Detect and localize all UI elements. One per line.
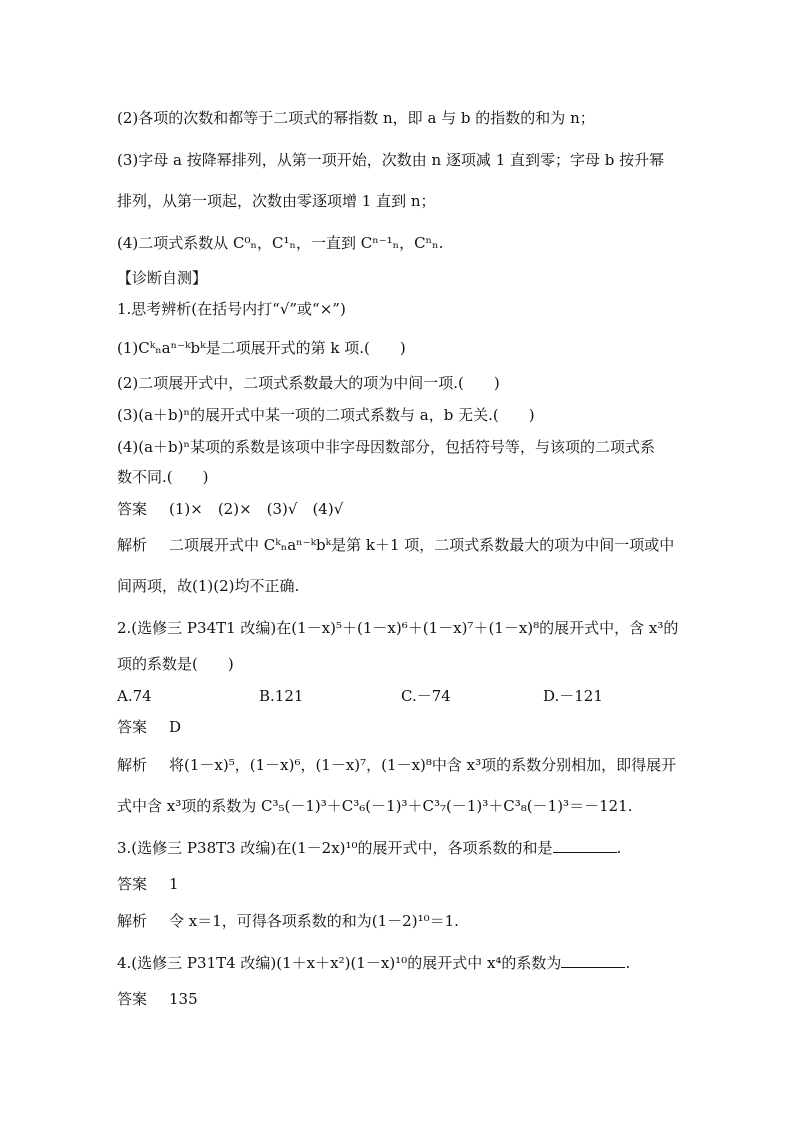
q3-answer <box>117 874 682 894</box>
q1-item-3: (3)(a＋b)ⁿ的展开式中某一项的二项式系数与 a，b 无关.( ) <box>117 406 535 424</box>
answer-value: 135 <box>169 990 198 1008</box>
property-3-line-2: 排列，从第一项起，次数由零逐项增 1 直到 n； <box>117 192 436 210</box>
answer-value: D <box>169 718 182 736</box>
q4-answer <box>117 989 682 1009</box>
property-2: (2)各项的次数和都等于二项式的幂指数 n，即 a 与 b 的指数的和为 n； <box>117 109 595 127</box>
analysis-text: 令 x＝1，可得各项系数的和为(1－2)¹⁰＝1. <box>169 912 459 930</box>
choice-d: D.－121 <box>543 687 603 705</box>
analysis-label: 解析 <box>117 756 148 774</box>
analysis-label: 解析 <box>117 912 148 930</box>
analysis-text: 二项展开式中 Cᵏₙaⁿ⁻ᵏbᵏ是第 k＋1 项，二项式系数最大的项为中间一项或中 <box>169 536 675 554</box>
q4-title-end: . <box>625 954 631 972</box>
property-3-line-1: (3)字母 a 按降幂排列，从第一项开始，次数由 n 逐项减 1 直到零；字母 b 按升幂 <box>117 151 665 169</box>
q3-analysis <box>117 911 682 931</box>
choice-c: C.－74 <box>401 687 451 705</box>
answer-blank <box>553 838 617 853</box>
q4-title <box>117 953 682 973</box>
answer-value: (1)× (2)× (3)√ (4)√ <box>169 500 344 518</box>
q2-title-2: 项的系数是( ) <box>117 655 234 673</box>
analysis-text: 将(1－x)⁵，(1－x)⁶，(1－x)⁷，(1－x)⁸中含 x³项的系数分别相加，即得展开 <box>169 756 677 774</box>
answer-label: 答案 <box>117 875 148 893</box>
q1-item-2: (2)二项展开式中，二项式系数最大的项为中间一项.( ) <box>117 374 500 392</box>
q1-analysis-2: 间两项，故(1)(2)均不正确. <box>117 577 300 595</box>
analysis-label: 解析 <box>117 536 148 554</box>
q2-title-1: 2.(选修三 P34T1 改编)在(1－x)⁵＋(1－x)⁶＋(1－x)⁷＋(1－x)⁸的展开式中，含 x³的 <box>117 619 679 637</box>
q1-item-4-cont: 数不同.( ) <box>117 468 209 486</box>
q2-answer <box>117 717 682 737</box>
answer-label: 答案 <box>117 500 148 518</box>
q1-item-4: (4)(a＋b)ⁿ某项的系数是该项中非字母因数部分，包括符号等，与该项的二项式系 <box>117 438 655 456</box>
q4-title-text: 4.(选修三 P31T4 改编)(1＋x＋x²)(1－x)¹⁰的展开式中 x⁴的系数为 <box>117 954 562 972</box>
answer-blank <box>561 953 625 968</box>
q2-analysis-2: 式中含 x³项的系数为 C³₅(－1)³＋C³₆(－1)³＋C³₇(－1)³＋C³₈(－1)³＝－121. <box>117 797 633 815</box>
choice-a: A.74 <box>117 687 152 705</box>
q3-title <box>117 838 682 858</box>
choice-b: B.121 <box>259 687 304 705</box>
q3-title-end: . <box>616 839 622 857</box>
section-title: 【诊断自测】 <box>117 269 208 287</box>
q1-analysis-1 <box>117 535 682 555</box>
answer-label: 答案 <box>117 718 148 736</box>
answer-value: 1 <box>169 875 179 893</box>
q1-title: 1.思考辨析(在括号内打“√”或“×”) <box>117 300 346 318</box>
property-4: (4)二项式系数从 C⁰ₙ，C¹ₙ，一直到 Cⁿ⁻¹ₙ，Cⁿₙ. <box>117 234 444 252</box>
q1-item-1: (1)Cᵏₙaⁿ⁻ᵏbᵏ是二项展开式的第 k 项.( ) <box>117 339 406 357</box>
answer-label: 答案 <box>117 990 148 1008</box>
q2-analysis-1 <box>117 755 682 775</box>
q1-answer <box>117 499 682 519</box>
q2-choices <box>117 686 682 706</box>
q3-title-text: 3.(选修三 P38T3 改编)在(1－2x)¹⁰的展开式中，各项系数的和是 <box>117 839 553 857</box>
